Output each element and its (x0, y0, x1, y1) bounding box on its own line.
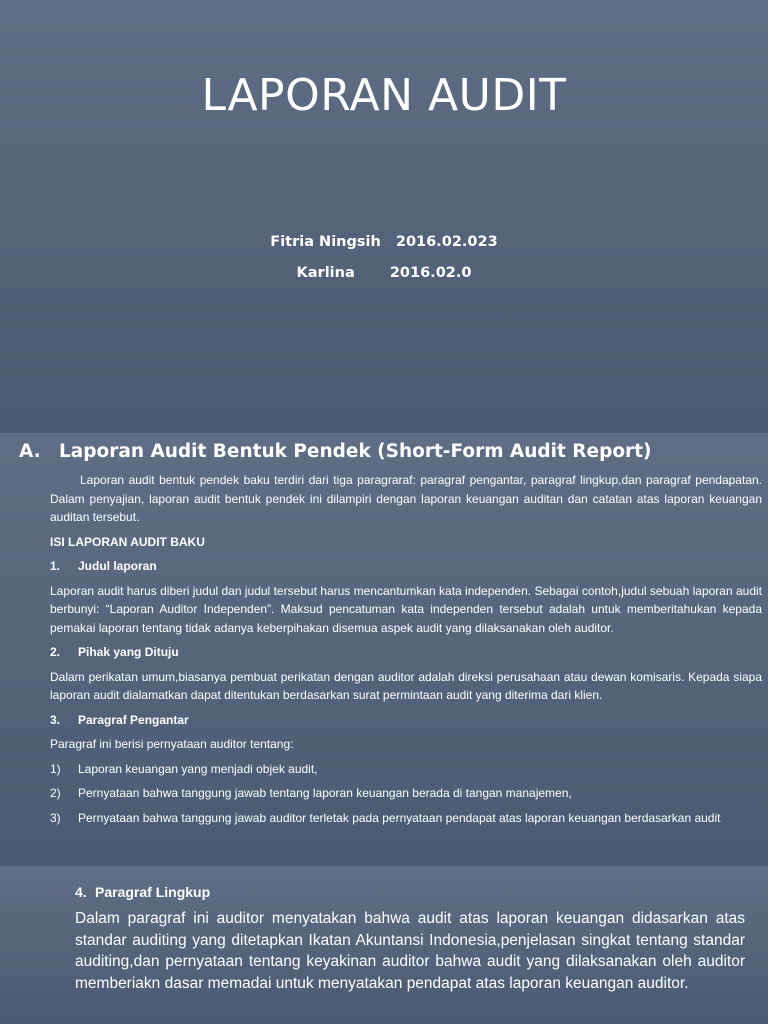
item-number: 4. (75, 884, 87, 900)
content-slide-short-form (0, 433, 768, 866)
author-row (0, 234, 768, 250)
list-text: Pernyataan bahwa tanggung jawab tentang laporan keuangan berada di tangan manajemen, (78, 786, 572, 800)
list-number: 3) (50, 810, 61, 825)
intro-paragraph: Laporan audit bentuk pendek baku terdiri dari tiga paragraraf: paragraf pengantar, paragraf lingkup,dan paragraf pendapatan. Dalam penyajian, laporan audit bentuk pendek ini dilampiri dengan laporan keuangan auditan dan catatan atas laporan keuangan auditan tersebut. (50, 473, 762, 524)
item-title: Paragraf Pengantar (78, 712, 189, 727)
content-heading: ISI LAPORAN AUDIT BAKU (50, 534, 205, 549)
list-item (50, 760, 762, 779)
list-item (50, 784, 762, 803)
item-heading (75, 884, 745, 900)
item-title: Paragraf Lingkup (95, 884, 211, 900)
list-text: Pernyataan bahwa tanggung jawab auditor terletak pada pernyataan pendapat atas laporan keuangan berdasarkan audit (78, 810, 721, 825)
author-name: Fitria Ningsih (270, 234, 381, 250)
item-title: Pihak yang Dituju (78, 645, 179, 659)
list-number: 1) (50, 761, 61, 776)
list-number: 2) (50, 786, 61, 800)
item-number: 3. (50, 712, 61, 727)
author-id: 2016.02.023 (395, 234, 498, 250)
slide-body (50, 471, 762, 833)
item-number: 2. (50, 645, 61, 659)
title-slide (0, 0, 768, 433)
author-row (0, 265, 768, 281)
item-text: Laporan audit harus diberi judul dan judul tersebut harus mencantumkan kata independen. Sebagai contoh,judul sebuah laporan audit berbunyi: “Laporan Auditor Independen”. Maksud pencatuman kata independen tersebut adalah untuk memberitahukan kepada pemakai laporan tentang tidak adanya keberpihakan disemua aspek audit yang dilaksanakan oleh auditor. (50, 583, 762, 635)
content-slide-scope (0, 866, 768, 1024)
item-title: Judul laporan (78, 559, 157, 573)
author-name: Karlina (296, 265, 355, 281)
item-heading (50, 711, 762, 730)
slide-title: LAPORAN AUDIT (201, 70, 567, 121)
section-letter: A. (19, 441, 41, 462)
list-item (50, 809, 762, 828)
list-text: Laporan keuangan yang menjadi objek audit, (78, 761, 318, 776)
item-text: Dalam paragraf ini auditor menyatakan bahwa audit atas laporan keuangan didasarkan atas standar auditing yang ditetapkan Ikatan Akuntansi Indonesia,penjelasan singkat tentang standar auditing,dan pernyataan tentang keyakinan auditor bahwa audit yang dilaksanakan oleh auditor memberiakn dasar memadai untuk menyatakan pendapat atas laporan keuangan auditor. (75, 910, 745, 992)
item-number: 1. (50, 559, 61, 573)
item-heading (50, 557, 762, 576)
item-heading (50, 643, 762, 662)
author-id: 2016.02.0 (389, 265, 472, 281)
item-text: Dalam perikatan umum,biasanya pembuat perikatan dengan auditor adalah direksi perusahaan atau dewan komisaris. Kepada siapa laporan audit dialamatkan dapat ditentukan berdasarkan surat permintaan audit yang diterima dari klien. (50, 669, 762, 702)
section-title: Laporan Audit Bentuk Pendek (Short-Form Audit Report) (59, 441, 652, 462)
section-heading (19, 441, 759, 462)
item-text: Paragraf ini berisi pernyataan auditor tentang: (50, 737, 294, 751)
slide-body (75, 884, 745, 994)
